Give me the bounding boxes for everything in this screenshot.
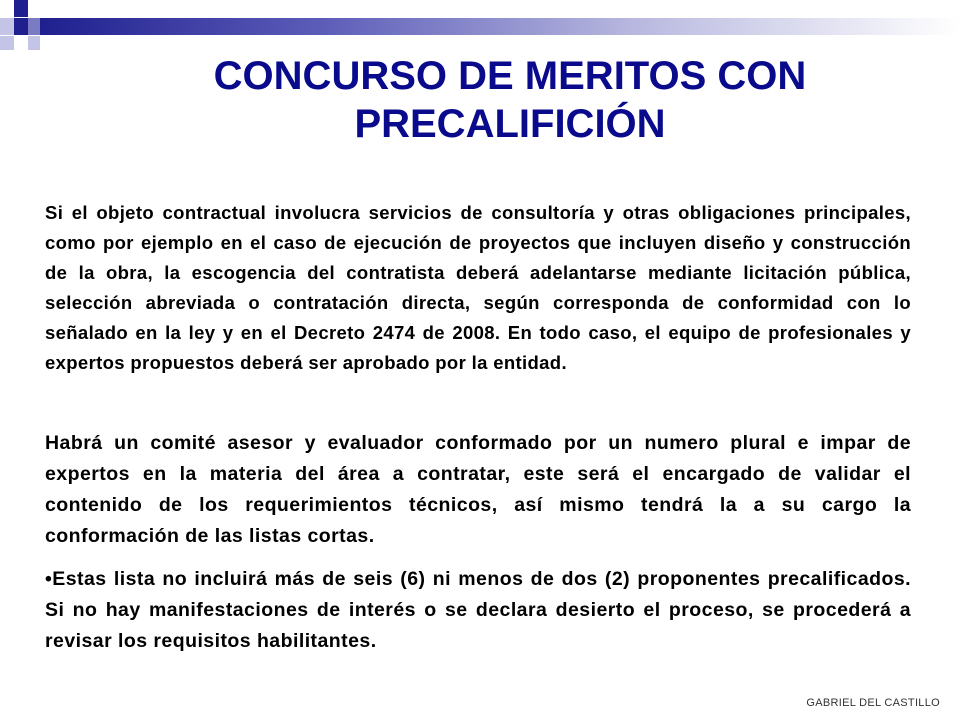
deco-square-dark [14,0,28,17]
deco-square-mid [28,18,40,35]
title-line-1: CONCURSO DE MERITOS CON [213,54,807,98]
author-footer: GABRIEL DEL CASTILLO [806,697,940,709]
slide-title [60,52,960,148]
paragraph-comite: Habrá un comité asesor y evaluador conformado por un numero plural e impar de expertos en la materia del área a contratar, este será el encargado de validar el contenido de los requerimientos técnicos, así mismo tendrá la a su cargo la conformación de las listas cortas. [45,432,911,547]
paragraph-listas-bullet: •Estas lista no incluirá más de seis (6) ni menos de dos (2) proponentes precalificados. Si no hay manifestaciones de interés o se declara desierto el proceso, se procederá a revisar los requisitos habilitantes. [45,568,911,652]
paragraph-consultoria: Si el objeto contractual involucra servicios de consultoría y otras obligaciones principales, como por ejemplo en el caso de ejecución de proyectos que incluyen diseño y construcción de la obra, la escogencia del contratista deberá adelantarse mediante licitación pública, selección abreviada o contratación directa, según corresponda de conformidad con lo señalado en la ley y en el Decreto 2474 de 2008. En todo caso, el equipo de profesionales y expertos propuestos deberá ser aprobado por la entidad. [45,202,911,373]
deco-square-dark [14,18,28,35]
deco-square-light [0,18,14,35]
deco-square-light [0,36,14,50]
title-line-2: PRECALIFICIÓN [354,102,666,146]
header-gradient-bar [40,18,960,35]
deco-square-mid [28,36,40,50]
